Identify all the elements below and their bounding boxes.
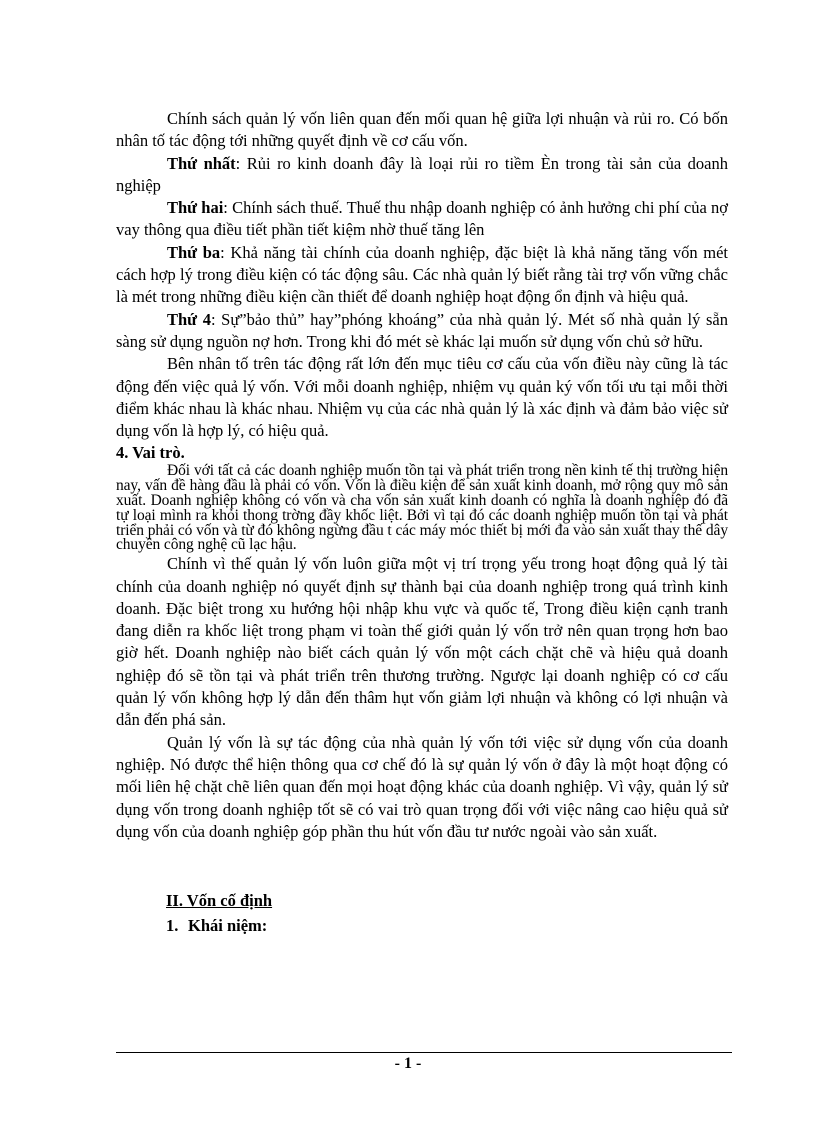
paragraph-factor-1 bbox=[116, 153, 728, 198]
paragraph-factor-3 bbox=[116, 242, 728, 309]
factor-4-label: Thứ 4 bbox=[167, 309, 211, 329]
factor-2-label: Thứ hai bbox=[167, 198, 224, 218]
factor-3-label: Thứ ba bbox=[167, 242, 221, 262]
paragraph-factor-2 bbox=[116, 197, 728, 242]
paragraph-intro: Chính sách quản lý vốn liên quan đến mối quan hệ giữa lợi nhuận và rủi ro. Có bốn nhân tố tác động tới những quyết định về cơ cấu vốn. bbox=[116, 109, 728, 151]
paragraph-factor-4 bbox=[116, 309, 728, 354]
subsection-label: Khái niệm: bbox=[188, 916, 268, 936]
page-number: - 1 - bbox=[394, 1055, 422, 1072]
factor-4-text: : Sự”bảo thủ” hay”phóng khoáng” của nhà quản lý. Mét số nhà quản lý sẵn sàng sử dụng nguồn nợ hơn. Trong khi đó mét sè khác lại muốn sử dụng vốn chủ sở hữu. bbox=[116, 309, 728, 351]
subsection-number: 1. bbox=[166, 916, 179, 936]
document-body bbox=[116, 108, 728, 936]
section-title: II. Vốn cố định bbox=[166, 891, 273, 911]
subsection-title bbox=[166, 916, 728, 936]
factor-1-text: : Rủi ro kinh doanh đây là loại rủi ro tiềm Èn trong tài sản của doanh nghiệp bbox=[116, 153, 728, 195]
paragraph-factors-summary: Bên nhân tố trên tác động rất lớn đến mục tiêu cơ cấu của vốn điều này cũng là tác động đến việc quả lý vốn. Với mỗi doanh nghiệp, nhiệm vụ quản ký vốn tối ưu tại mỗi thời điểm khác nhau là khác nhau. Nhiệm vụ của các nhà quản lý là xác định và đảm bảo việc sử dụng vốn là hợp lý, có hiệu quả. bbox=[116, 354, 728, 441]
heading-vai-tro: 4. Vai trò. bbox=[116, 443, 185, 463]
factor-3-text: : Khả năng tài chính của doanh nghiệp, đặc biệt là khả năng tăng vốn mét cách hợp lý trong điều kiện có tác động sâu. Các nhà quản lý biết rằng tài trợ vốn vững chắc là mét trong những điều kiện cần thiết để doanh nghiệp hoạt động ổn định và hiệu quả. bbox=[116, 242, 728, 307]
paragraph-role-3: Quản lý vốn là sự tác động của nhà quản lý vốn tới việc sử dụng vốn của doanh nghiệp. Nó được thể hiện thông qua cơ chế đó là sự quản lý vốn ở đây là một hoạt động có mối liên hệ chặt chẽ liên quan đến mọi hoạt động khác của doanh nghiệp. Vì vậy, quản lý sử dụng vốn trong doanh nghiệp tốt sẽ có vai trò quan trọng đối với việc nâng cao hiệu quả sử dụng vốn của doanh nghiệp góp phần thu hút vốn đầu tư nước ngoài vào sản xuất. bbox=[116, 732, 728, 841]
footer-divider bbox=[116, 1052, 732, 1053]
paragraph-role-2: Chính vì thế quản lý vốn luôn giữa một vị trí trọng yếu trong hoạt động quả lý tài chính của doanh nghiệp nó quyết định sự thành bại của doanh nghiệp trong quá trình kinh doanh. Đặc biệt trong xu hướng hội nhập khu vực và quốc tế, Trong điều kiện cạnh tranh đang diễn ra khốc liệt trong phạm vi toàn thế giới quản lý vốn trở nên quan trọng hơn bao giờ hết. Doanh nghiệp nào biết cách quản lý vốn một cách chặt chẽ và hiệu quả doanh nghiệp đó sẽ tồn tại và phát triển trên thương trường. Ngược lại doanh nghiệp có cơ cấu quản lý vốn không hợp lý dẫn đến thâm hụt vốn giảm lợi nhuận và không có lợi nhuận và dẫn đến phá sản. bbox=[116, 554, 728, 730]
paragraph-role-1: Đối với tất cả các doanh nghiệp muốn tồn tại và phát triển trong nền kinh tế thị trường hiện nay, vấn đề hàng đầu là phải có vốn. Vốn là điều kiện để sản xuất kinh doanh, mở rộng quy mô sản xuất. Doanh nghiệp không có vốn và cha vốn sản xuất kinh doanh có nghĩa là doanh nghiệp đó đã tự loại mình ra khỏi thong trờng đầy khốc liệt. Bởi vì tại đó các doanh nghiệp muốn tồn tại và phát triển phải có vốn và từ đó không ngừng đầu t các máy móc thiết bị mới đa vào sản xuất thay thế dây chuyền công nghệ cũ lạc hậu. bbox=[116, 462, 728, 554]
factor-1-label: Thứ nhất bbox=[167, 153, 236, 173]
factor-2-text: : Chính sách thuế. Thuế thu nhập doanh nghiệp có ảnh hưởng chi phí của nợ vay thông qua điều tiết phần tiết kiệm nhờ thuế tăng lên bbox=[116, 198, 728, 240]
